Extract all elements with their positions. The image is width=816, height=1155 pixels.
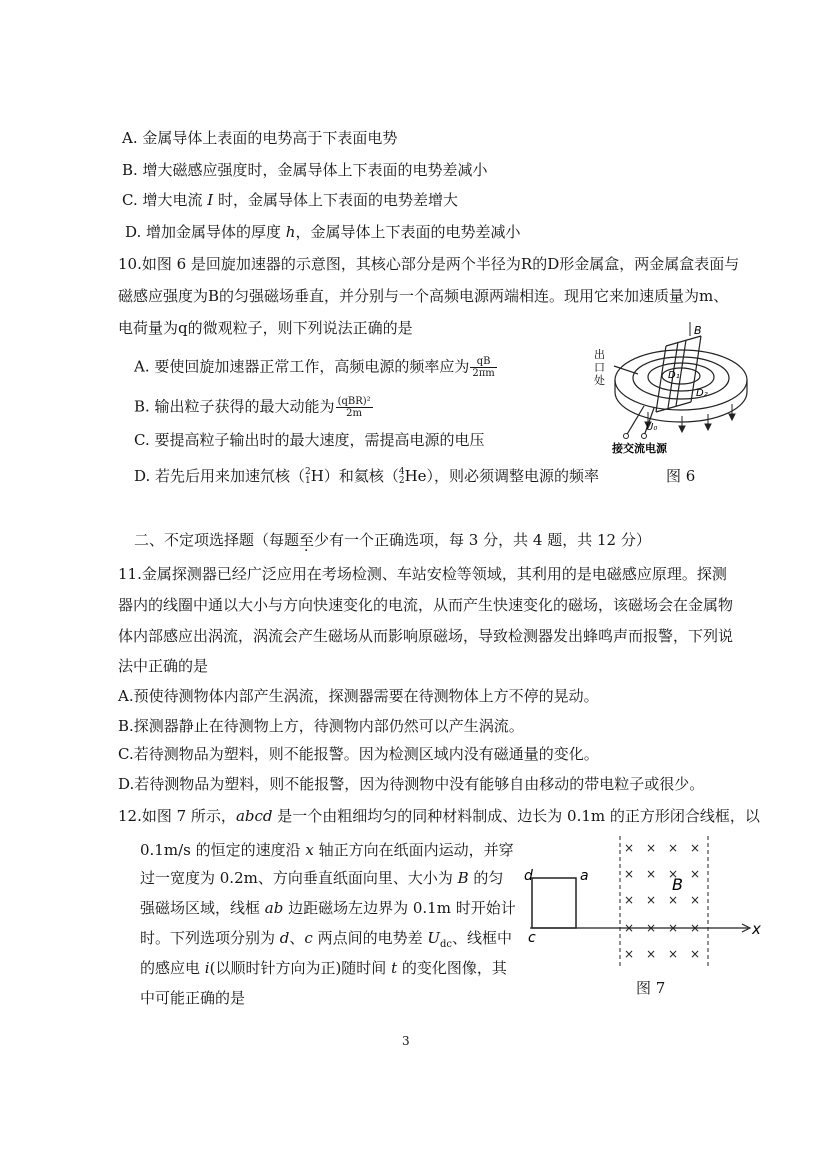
fraction: $\frac{\text{(qBR)²}}{2m}$ xyxy=(337,396,371,419)
label-d: d xyxy=(524,868,533,884)
q11-stem-line1: 11.金属探测器已经广泛应用在考场检测、车站安检等领域，其利用的是电磁感应原理。探测 xyxy=(118,565,727,583)
figure-7-caption: 图 7 xyxy=(636,979,666,997)
q9-option-b: B. 增大磁感应强度时，金属导体上下表面的电势差减小 xyxy=(122,161,488,179)
page-number: 3 xyxy=(402,1034,410,1048)
fraction: $\frac{qB}{2\pi m}$ xyxy=(472,356,495,379)
field-cross-icon: × xyxy=(646,947,657,961)
q9-option-a: A. 金属导体上表面的电势高于下表面电势 xyxy=(122,129,398,147)
emphasis-text: 至少 xyxy=(299,531,330,549)
figure-7-magnetic-field-diagram xyxy=(516,826,766,976)
square-coil xyxy=(532,878,576,928)
label-d1: D₁ xyxy=(668,370,680,381)
label-a: a xyxy=(580,868,589,884)
gap-line xyxy=(666,336,701,346)
label-c: c xyxy=(528,930,536,946)
q11-stem-line2: 器内的线圈中通以大小与方向快速变化的电流，从而产生快速变化的磁场，该磁场会在金属物 xyxy=(118,596,734,614)
field-cross-icon: × xyxy=(668,947,679,961)
label-u0: U₀ xyxy=(646,422,658,433)
isotope-he: 4 2 xyxy=(398,467,405,486)
label-b: B xyxy=(672,875,683,894)
q12-stem-line2: 0.1m/s 的恒定的速度沿 x 轴正方向在纸面内运动，并穿 xyxy=(140,841,514,859)
field-cross-icon: × xyxy=(624,867,635,881)
field-cross-icon: × xyxy=(668,867,679,881)
q9-option-d: D. 增加金属导体的厚度 h，金属导体上下表面的电势差减小 xyxy=(125,223,521,241)
field-cross-icon: × xyxy=(624,947,635,961)
label-d2: D₂ xyxy=(696,388,708,399)
section-2-title: 二、不定项选择题（每题至少有一个正确选项，每 3 分，共 4 题，共 12 分） xyxy=(134,531,651,549)
q11-option-c: C.若待测物品为塑料，则不能报警。因为检测区域内没有磁通量的变化。 xyxy=(118,745,599,763)
q12-stem-line7: 中可能正确的是 xyxy=(140,989,246,1007)
field-cross-icon: × xyxy=(624,921,635,935)
field-cross-icon: × xyxy=(690,921,701,935)
field-cross-icon: × xyxy=(690,947,701,961)
field-cross-icon: × xyxy=(668,893,679,907)
field-cross-icon: × xyxy=(646,867,657,881)
label-b: B xyxy=(694,324,702,337)
q9-option-c: C. 增大电流 I 时，金属导体上下表面的电势差增大 xyxy=(122,191,458,209)
q10-stem-line3: 电荷量为q的微观粒子，则下列说法正确的是 xyxy=(118,319,413,337)
label-exit-3: 处 xyxy=(594,374,605,387)
label-exit-1: 出 xyxy=(594,348,605,361)
q11-option-b: B.探测器静止在待测物上方，待测物内部仍然可以产生涡流。 xyxy=(118,717,524,735)
field-cross-icon: × xyxy=(690,867,701,881)
field-cross-icon: × xyxy=(646,921,657,935)
field-cross-icon: × xyxy=(624,893,635,907)
figure-6-caption: 图 6 xyxy=(666,467,696,485)
field-cross-icon: × xyxy=(624,841,635,855)
figure-6-cyclotron-diagram xyxy=(586,316,766,456)
q10-option-c: C. 要提高粒子输出时的最大速度，需提高电源的电压 xyxy=(134,431,485,449)
field-cross-icon: × xyxy=(690,841,701,855)
q11-stem-line4: 法中正确的是 xyxy=(118,657,209,675)
field-cross-icon: × xyxy=(690,893,701,907)
outer-disc xyxy=(615,350,747,410)
q12-stem-line6: 的感应电 i(以顺时针方向为正)随时间 t 的变化图像，其 xyxy=(140,959,507,977)
q10-stem-line2: 磁感应强度为B的匀强磁场垂直，并分别与一个高频电源两端相连。现用它来加速质量为m、 xyxy=(118,287,729,305)
label-x: x xyxy=(752,920,761,938)
field-cross-icon: × xyxy=(668,921,679,935)
label-exit-2: 口 xyxy=(594,361,605,374)
q10-option-a: A. 要使回旋加速器正常工作，高频电源的频率应为 $\frac{qB}{2\pi m}$ xyxy=(134,356,495,379)
field-cross-icon: × xyxy=(668,841,679,855)
isotope-h: 2 1 xyxy=(305,467,311,486)
q12-stem-line1: 12.如图 7 所示，abcd 是一个由粗细均匀的同种材料制成、边长为 0.1m 的正方形闭合线框，以 xyxy=(118,807,760,825)
field-cross-icon: × xyxy=(646,841,657,855)
q11-stem-line3: 体内部感应出涡流，涡流会产生磁场从而影响原磁场，导致检测器发出蜂鸣声而报警，下列说 xyxy=(118,627,734,645)
q12-stem-line5: 时。下列选项分别为 d、c 两点间的电势差 $U_{dc}$、线框中 xyxy=(140,929,513,950)
q11-option-a: A.预使待测物体内部产生涡流，探测器需要在待测物体上方不停的晃动。 xyxy=(118,687,599,705)
field-cross-icon: × xyxy=(646,893,657,907)
q12-stem-line3: 过一宽度为 0.2m、方向垂直纸面向里、大小为 B 的匀 xyxy=(140,869,504,887)
q10-option-d: D. 若先后用来加速氘核（ 2 1 H）和氦核（ 4 2 He），则必须调整电源的频率 xyxy=(134,467,600,486)
label-ac-source: 接交流电源 xyxy=(612,442,667,455)
q12-stem-line4: 强磁场区域，线框 ab 边距磁场左边界为 0.1m 时开始计 xyxy=(140,899,516,917)
q10-option-b: B. 输出粒子获得的最大动能为 $\frac{\text{(qBR)²}}{2m}$ xyxy=(134,396,371,419)
q10-stem-line1: 10.如图 6 是回旋加速器的示意图，其核心部分是两个半径为R的D形金属盒，两金属盒表面与 xyxy=(118,255,740,273)
q11-option-d: D.若待测物品为塑料，则不能报警，因为待测物中没有能够自由移动的带电粒子或很少。 xyxy=(118,775,705,793)
exit-arrow xyxy=(614,366,638,374)
